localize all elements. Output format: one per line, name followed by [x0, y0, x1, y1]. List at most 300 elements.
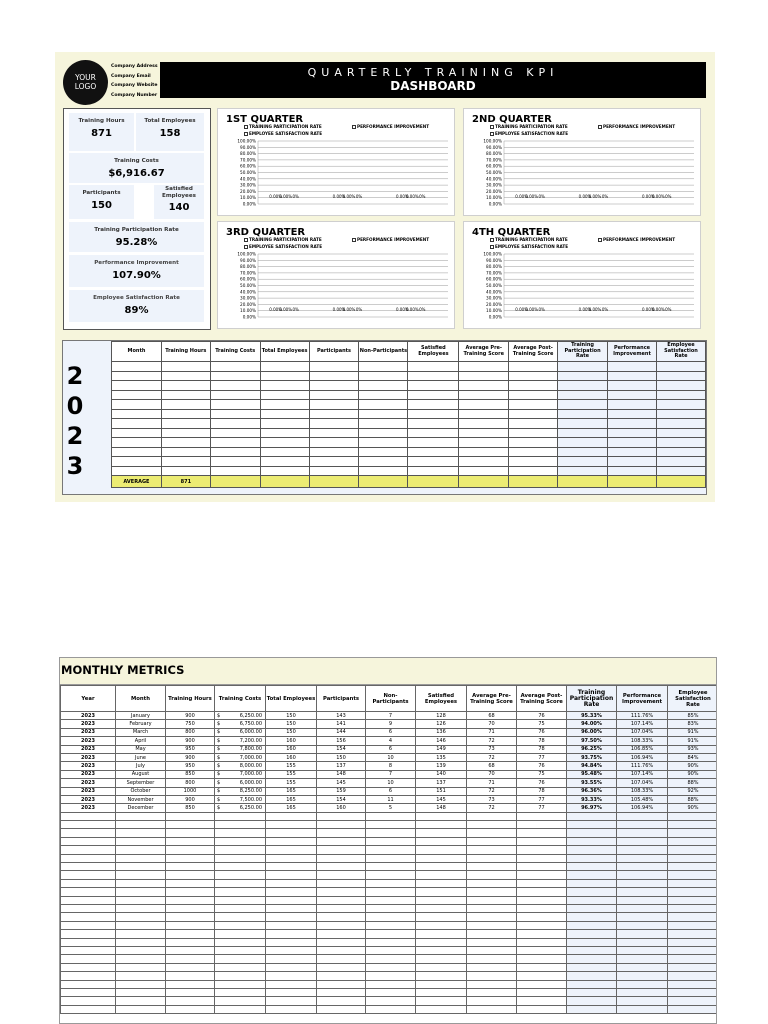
table-cell[interactable]	[210, 428, 260, 438]
table-cell[interactable]	[266, 955, 317, 963]
table-cell[interactable]	[558, 447, 608, 457]
table-cell[interactable]	[608, 428, 657, 438]
table-cell[interactable]: November	[116, 795, 166, 803]
table-cell[interactable]	[112, 400, 162, 410]
table-cell[interactable]: 2023	[61, 804, 116, 812]
table-cell[interactable]	[408, 419, 459, 429]
table-cell[interactable]	[166, 955, 215, 963]
table-cell[interactable]	[668, 1005, 718, 1013]
table-cell[interactable]: 72	[467, 737, 517, 745]
table-cell[interactable]	[359, 447, 408, 457]
table-cell[interactable]	[61, 938, 116, 946]
table-cell[interactable]	[467, 829, 517, 837]
table-cell[interactable]	[215, 770, 266, 778]
table-cell[interactable]	[116, 871, 166, 879]
table-cell[interactable]	[215, 854, 266, 862]
table-cell[interactable]	[459, 428, 509, 438]
table-cell[interactable]: 150	[317, 753, 366, 761]
table-cell[interactable]	[317, 896, 366, 904]
table-cell[interactable]	[416, 980, 467, 988]
table-cell[interactable]	[567, 871, 617, 879]
table-cell[interactable]	[617, 812, 668, 820]
table-cell[interactable]	[416, 829, 467, 837]
table-cell[interactable]	[161, 466, 210, 476]
table-cell[interactable]	[416, 1005, 467, 1013]
table-cell[interactable]	[366, 821, 416, 829]
table-cell[interactable]: 85%	[668, 712, 718, 720]
table-cell[interactable]	[112, 428, 162, 438]
table-cell[interactable]	[309, 457, 359, 467]
table-cell[interactable]	[558, 362, 608, 372]
table-cell[interactable]: January	[116, 712, 166, 720]
table-cell[interactable]	[166, 871, 215, 879]
table-cell[interactable]	[467, 871, 517, 879]
table-cell[interactable]	[210, 419, 260, 429]
table-cell[interactable]	[116, 863, 166, 871]
table-cell[interactable]	[366, 829, 416, 837]
table-cell[interactable]	[567, 846, 617, 854]
table-cell[interactable]	[517, 812, 567, 820]
table-cell[interactable]: March	[116, 728, 166, 736]
table-cell[interactable]: 11	[366, 795, 416, 803]
table-cell[interactable]	[567, 888, 617, 896]
table-cell[interactable]	[161, 400, 210, 410]
table-cell[interactable]	[517, 871, 567, 879]
table-cell[interactable]	[317, 904, 366, 912]
table-cell[interactable]	[317, 846, 366, 854]
table-cell[interactable]	[668, 904, 718, 912]
table-cell[interactable]	[509, 400, 558, 410]
table-cell[interactable]	[509, 381, 558, 391]
table-cell[interactable]	[166, 837, 215, 845]
table-cell[interactable]	[116, 879, 166, 887]
table-cell[interactable]	[617, 846, 668, 854]
table-cell[interactable]: September	[116, 779, 166, 787]
table-cell[interactable]	[517, 921, 567, 929]
table-cell[interactable]	[166, 888, 215, 896]
table-cell[interactable]	[467, 913, 517, 921]
table-cell[interactable]: 72	[467, 753, 517, 761]
table-cell[interactable]	[112, 447, 162, 457]
table-cell[interactable]: October	[116, 787, 166, 795]
table-cell[interactable]	[668, 837, 718, 845]
table-cell[interactable]	[366, 879, 416, 887]
table-cell[interactable]: 2023	[61, 762, 116, 770]
table-cell[interactable]	[617, 980, 668, 988]
table-cell[interactable]	[467, 980, 517, 988]
table-cell[interactable]: 105.48%	[617, 795, 668, 803]
table-cell[interactable]	[656, 457, 705, 467]
table-cell[interactable]	[317, 913, 366, 921]
table-cell[interactable]	[617, 997, 668, 1005]
table-cell[interactable]	[656, 419, 705, 429]
table-cell[interactable]: 165	[266, 804, 317, 812]
table-cell[interactable]: 107.04%	[617, 779, 668, 787]
table-cell[interactable]	[408, 438, 459, 448]
table-cell[interactable]	[210, 447, 260, 457]
table-cell[interactable]: 150	[266, 712, 317, 720]
table-cell[interactable]	[517, 913, 567, 921]
table-cell[interactable]	[112, 381, 162, 391]
table-cell[interactable]: 145	[317, 779, 366, 787]
table-cell[interactable]: 75	[517, 720, 567, 728]
table-cell[interactable]: 135	[416, 753, 467, 761]
table-cell[interactable]	[309, 466, 359, 476]
table-cell[interactable]	[210, 409, 260, 419]
table-cell[interactable]	[210, 362, 260, 372]
table-cell[interactable]	[416, 904, 467, 912]
table-cell[interactable]: 155	[266, 762, 317, 770]
table-cell[interactable]	[617, 888, 668, 896]
table-cell[interactable]	[416, 988, 467, 996]
table-cell[interactable]: 2023	[61, 745, 116, 753]
table-cell[interactable]	[215, 829, 266, 837]
table-cell[interactable]	[567, 837, 617, 845]
table-cell[interactable]	[668, 972, 718, 980]
table-cell[interactable]	[215, 745, 266, 753]
table-cell[interactable]: 850	[166, 804, 215, 812]
table-cell[interactable]	[366, 913, 416, 921]
table-cell[interactable]	[166, 829, 215, 837]
table-cell[interactable]	[567, 921, 617, 929]
table-cell[interactable]	[408, 362, 459, 372]
table-cell[interactable]	[266, 846, 317, 854]
table-cell[interactable]	[266, 812, 317, 820]
table-cell[interactable]: 160	[266, 753, 317, 761]
table-cell[interactable]	[210, 466, 260, 476]
table-cell[interactable]: 10	[366, 779, 416, 787]
table-cell[interactable]	[359, 466, 408, 476]
table-cell[interactable]	[116, 1005, 166, 1013]
table-cell[interactable]	[359, 362, 408, 372]
table-cell[interactable]	[668, 930, 718, 938]
table-cell[interactable]: 126	[416, 720, 467, 728]
table-cell[interactable]	[116, 938, 166, 946]
table-cell[interactable]	[467, 812, 517, 820]
table-cell[interactable]: 96.36%	[567, 787, 617, 795]
table-cell[interactable]: 95.48%	[567, 770, 617, 778]
table-cell[interactable]	[467, 938, 517, 946]
table-cell[interactable]	[467, 997, 517, 1005]
table-cell[interactable]	[260, 419, 309, 429]
table-cell[interactable]	[359, 438, 408, 448]
table-cell[interactable]	[215, 712, 266, 720]
table-cell[interactable]	[266, 896, 317, 904]
table-cell[interactable]: 136	[416, 728, 467, 736]
table-cell[interactable]: 137	[416, 779, 467, 787]
table-cell[interactable]: 96.25%	[567, 745, 617, 753]
table-cell[interactable]: 106.94%	[617, 753, 668, 761]
table-cell[interactable]	[558, 438, 608, 448]
table-cell[interactable]	[215, 753, 266, 761]
table-cell[interactable]	[617, 955, 668, 963]
table-cell[interactable]	[567, 904, 617, 912]
table-cell[interactable]	[266, 946, 317, 954]
table-cell[interactable]: 151	[416, 787, 467, 795]
table-cell[interactable]: 148	[317, 770, 366, 778]
table-cell[interactable]	[416, 879, 467, 887]
table-cell[interactable]	[166, 963, 215, 971]
table-cell[interactable]	[317, 988, 366, 996]
table-cell[interactable]	[656, 438, 705, 448]
table-cell[interactable]	[215, 904, 266, 912]
table-cell[interactable]: 4	[366, 737, 416, 745]
table-cell[interactable]	[166, 972, 215, 980]
table-cell[interactable]: 95.33%	[567, 712, 617, 720]
table-cell[interactable]: 106.85%	[617, 745, 668, 753]
table-cell[interactable]	[215, 762, 266, 770]
table-cell[interactable]	[215, 972, 266, 980]
table-cell[interactable]	[116, 921, 166, 929]
table-cell[interactable]	[416, 854, 467, 862]
table-cell[interactable]	[416, 930, 467, 938]
table-cell[interactable]	[416, 946, 467, 954]
table-cell[interactable]	[359, 457, 408, 467]
table-cell[interactable]: 950	[166, 762, 215, 770]
table-cell[interactable]	[567, 863, 617, 871]
table-cell[interactable]	[366, 946, 416, 954]
table-cell[interactable]	[416, 938, 467, 946]
table-cell[interactable]: 137	[317, 762, 366, 770]
table-cell[interactable]: 88%	[668, 779, 718, 787]
table-cell[interactable]	[509, 438, 558, 448]
table-cell[interactable]	[215, 896, 266, 904]
table-cell[interactable]	[260, 381, 309, 391]
table-cell[interactable]	[317, 955, 366, 963]
table-cell[interactable]: 2023	[61, 728, 116, 736]
table-cell[interactable]	[266, 1005, 317, 1013]
table-cell[interactable]: 78	[517, 787, 567, 795]
table-cell[interactable]	[509, 447, 558, 457]
table-cell[interactable]	[215, 1005, 266, 1013]
table-cell[interactable]	[408, 381, 459, 391]
table-cell[interactable]: 93%	[668, 745, 718, 753]
table-cell[interactable]	[656, 447, 705, 457]
table-cell[interactable]	[617, 930, 668, 938]
table-cell[interactable]	[166, 812, 215, 820]
table-cell[interactable]	[116, 988, 166, 996]
table-cell[interactable]	[467, 904, 517, 912]
table-cell[interactable]	[317, 879, 366, 887]
table-cell[interactable]	[210, 400, 260, 410]
table-cell[interactable]	[517, 946, 567, 954]
table-cell[interactable]: 108.33%	[617, 787, 668, 795]
table-cell[interactable]: 6	[366, 728, 416, 736]
table-cell[interactable]	[608, 400, 657, 410]
table-cell[interactable]: 6	[366, 787, 416, 795]
table-cell[interactable]: 160	[266, 737, 317, 745]
table-cell[interactable]	[459, 457, 509, 467]
table-cell[interactable]: 160	[317, 804, 366, 812]
table-cell[interactable]	[617, 913, 668, 921]
table-cell[interactable]	[309, 428, 359, 438]
table-cell[interactable]	[366, 997, 416, 1005]
table-cell[interactable]	[408, 371, 459, 381]
table-cell[interactable]	[459, 419, 509, 429]
table-cell[interactable]	[668, 829, 718, 837]
table-cell[interactable]	[210, 457, 260, 467]
table-cell[interactable]	[309, 390, 359, 400]
table-cell[interactable]: 154	[317, 795, 366, 803]
table-cell[interactable]	[215, 997, 266, 1005]
table-cell[interactable]	[215, 946, 266, 954]
table-cell[interactable]	[617, 946, 668, 954]
table-cell[interactable]	[668, 812, 718, 820]
table-cell[interactable]	[668, 980, 718, 988]
table-cell[interactable]	[608, 409, 657, 419]
table-cell[interactable]: 84%	[668, 753, 718, 761]
table-cell[interactable]	[161, 419, 210, 429]
table-cell[interactable]	[215, 871, 266, 879]
table-cell[interactable]	[215, 938, 266, 946]
table-cell[interactable]	[61, 980, 116, 988]
table-cell[interactable]	[656, 409, 705, 419]
table-cell[interactable]	[166, 1005, 215, 1013]
table-cell[interactable]: 141	[317, 720, 366, 728]
table-cell[interactable]	[668, 846, 718, 854]
table-cell[interactable]	[366, 955, 416, 963]
table-cell[interactable]	[61, 896, 116, 904]
table-cell[interactable]	[317, 972, 366, 980]
table-cell[interactable]	[266, 972, 317, 980]
table-cell[interactable]	[61, 888, 116, 896]
table-cell[interactable]	[61, 812, 116, 820]
table-cell[interactable]	[366, 963, 416, 971]
table-cell[interactable]	[61, 879, 116, 887]
table-cell[interactable]	[61, 972, 116, 980]
table-cell[interactable]	[416, 871, 467, 879]
table-cell[interactable]	[112, 438, 162, 448]
table-cell[interactable]	[61, 997, 116, 1005]
table-cell[interactable]	[112, 409, 162, 419]
table-cell[interactable]	[317, 963, 366, 971]
table-cell[interactable]	[260, 457, 309, 467]
table-cell[interactable]	[210, 438, 260, 448]
table-cell[interactable]	[215, 720, 266, 728]
table-cell[interactable]: 145	[416, 795, 467, 803]
table-cell[interactable]: 90%	[668, 762, 718, 770]
table-cell[interactable]	[567, 972, 617, 980]
table-cell[interactable]	[112, 457, 162, 467]
table-cell[interactable]	[112, 390, 162, 400]
table-cell[interactable]	[61, 930, 116, 938]
table-cell[interactable]: 146	[416, 737, 467, 745]
table-cell[interactable]: May	[116, 745, 166, 753]
table-cell[interactable]	[656, 400, 705, 410]
table-cell[interactable]: 2023	[61, 787, 116, 795]
table-cell[interactable]	[567, 997, 617, 1005]
table-cell[interactable]	[617, 988, 668, 996]
table-cell[interactable]	[366, 980, 416, 988]
table-cell[interactable]	[467, 946, 517, 954]
table-cell[interactable]: 900	[166, 737, 215, 745]
table-cell[interactable]	[558, 390, 608, 400]
table-cell[interactable]	[517, 938, 567, 946]
table-cell[interactable]: 800	[166, 728, 215, 736]
table-cell[interactable]: 160	[266, 745, 317, 753]
table-cell[interactable]	[668, 921, 718, 929]
table-cell[interactable]	[467, 988, 517, 996]
table-cell[interactable]	[366, 972, 416, 980]
table-cell[interactable]	[260, 362, 309, 372]
table-cell[interactable]	[266, 930, 317, 938]
table-cell[interactable]: December	[116, 804, 166, 812]
table-cell[interactable]: 72	[467, 787, 517, 795]
table-cell[interactable]	[215, 888, 266, 896]
table-cell[interactable]	[61, 871, 116, 879]
table-cell[interactable]	[517, 837, 567, 845]
table-cell[interactable]	[359, 428, 408, 438]
table-cell[interactable]: 900	[166, 712, 215, 720]
table-cell[interactable]	[166, 930, 215, 938]
table-cell[interactable]: 111.76%	[617, 712, 668, 720]
table-cell[interactable]	[317, 921, 366, 929]
table-cell[interactable]	[459, 409, 509, 419]
table-cell[interactable]	[161, 371, 210, 381]
table-cell[interactable]	[166, 904, 215, 912]
table-cell[interactable]	[359, 371, 408, 381]
table-cell[interactable]	[459, 371, 509, 381]
table-cell[interactable]: 2023	[61, 720, 116, 728]
table-cell[interactable]	[558, 457, 608, 467]
table-cell[interactable]	[459, 466, 509, 476]
table-cell[interactable]: 165	[266, 787, 317, 795]
table-cell[interactable]	[166, 921, 215, 929]
table-cell[interactable]	[61, 921, 116, 929]
table-cell[interactable]	[467, 896, 517, 904]
table-cell[interactable]	[366, 930, 416, 938]
table-cell[interactable]	[215, 787, 266, 795]
table-cell[interactable]	[668, 963, 718, 971]
table-cell[interactable]	[266, 837, 317, 845]
table-cell[interactable]	[215, 913, 266, 921]
table-cell[interactable]: 76	[517, 728, 567, 736]
table-cell[interactable]	[215, 863, 266, 871]
table-cell[interactable]	[567, 821, 617, 829]
table-cell[interactable]	[112, 419, 162, 429]
table-cell[interactable]	[112, 371, 162, 381]
table-cell[interactable]	[617, 863, 668, 871]
table-cell[interactable]	[617, 963, 668, 971]
table-cell[interactable]: February	[116, 720, 166, 728]
table-cell[interactable]	[166, 854, 215, 862]
table-cell[interactable]	[509, 371, 558, 381]
table-cell[interactable]	[668, 896, 718, 904]
table-cell[interactable]	[166, 863, 215, 871]
table-cell[interactable]	[210, 371, 260, 381]
table-cell[interactable]	[517, 846, 567, 854]
table-cell[interactable]: 800	[166, 779, 215, 787]
table-cell[interactable]	[317, 863, 366, 871]
table-cell[interactable]: 155	[266, 770, 317, 778]
table-cell[interactable]	[215, 728, 266, 736]
table-cell[interactable]	[608, 419, 657, 429]
table-cell[interactable]: 76	[517, 712, 567, 720]
table-cell[interactable]	[61, 913, 116, 921]
table-cell[interactable]	[517, 829, 567, 837]
table-cell[interactable]	[215, 879, 266, 887]
table-cell[interactable]	[668, 879, 718, 887]
table-cell[interactable]	[558, 371, 608, 381]
table-cell[interactable]: 93.55%	[567, 779, 617, 787]
table-cell[interactable]	[61, 821, 116, 829]
table-cell[interactable]	[567, 812, 617, 820]
table-cell[interactable]	[558, 400, 608, 410]
table-cell[interactable]	[266, 963, 317, 971]
table-cell[interactable]	[416, 997, 467, 1005]
table-cell[interactable]	[509, 428, 558, 438]
table-cell[interactable]: August	[116, 770, 166, 778]
